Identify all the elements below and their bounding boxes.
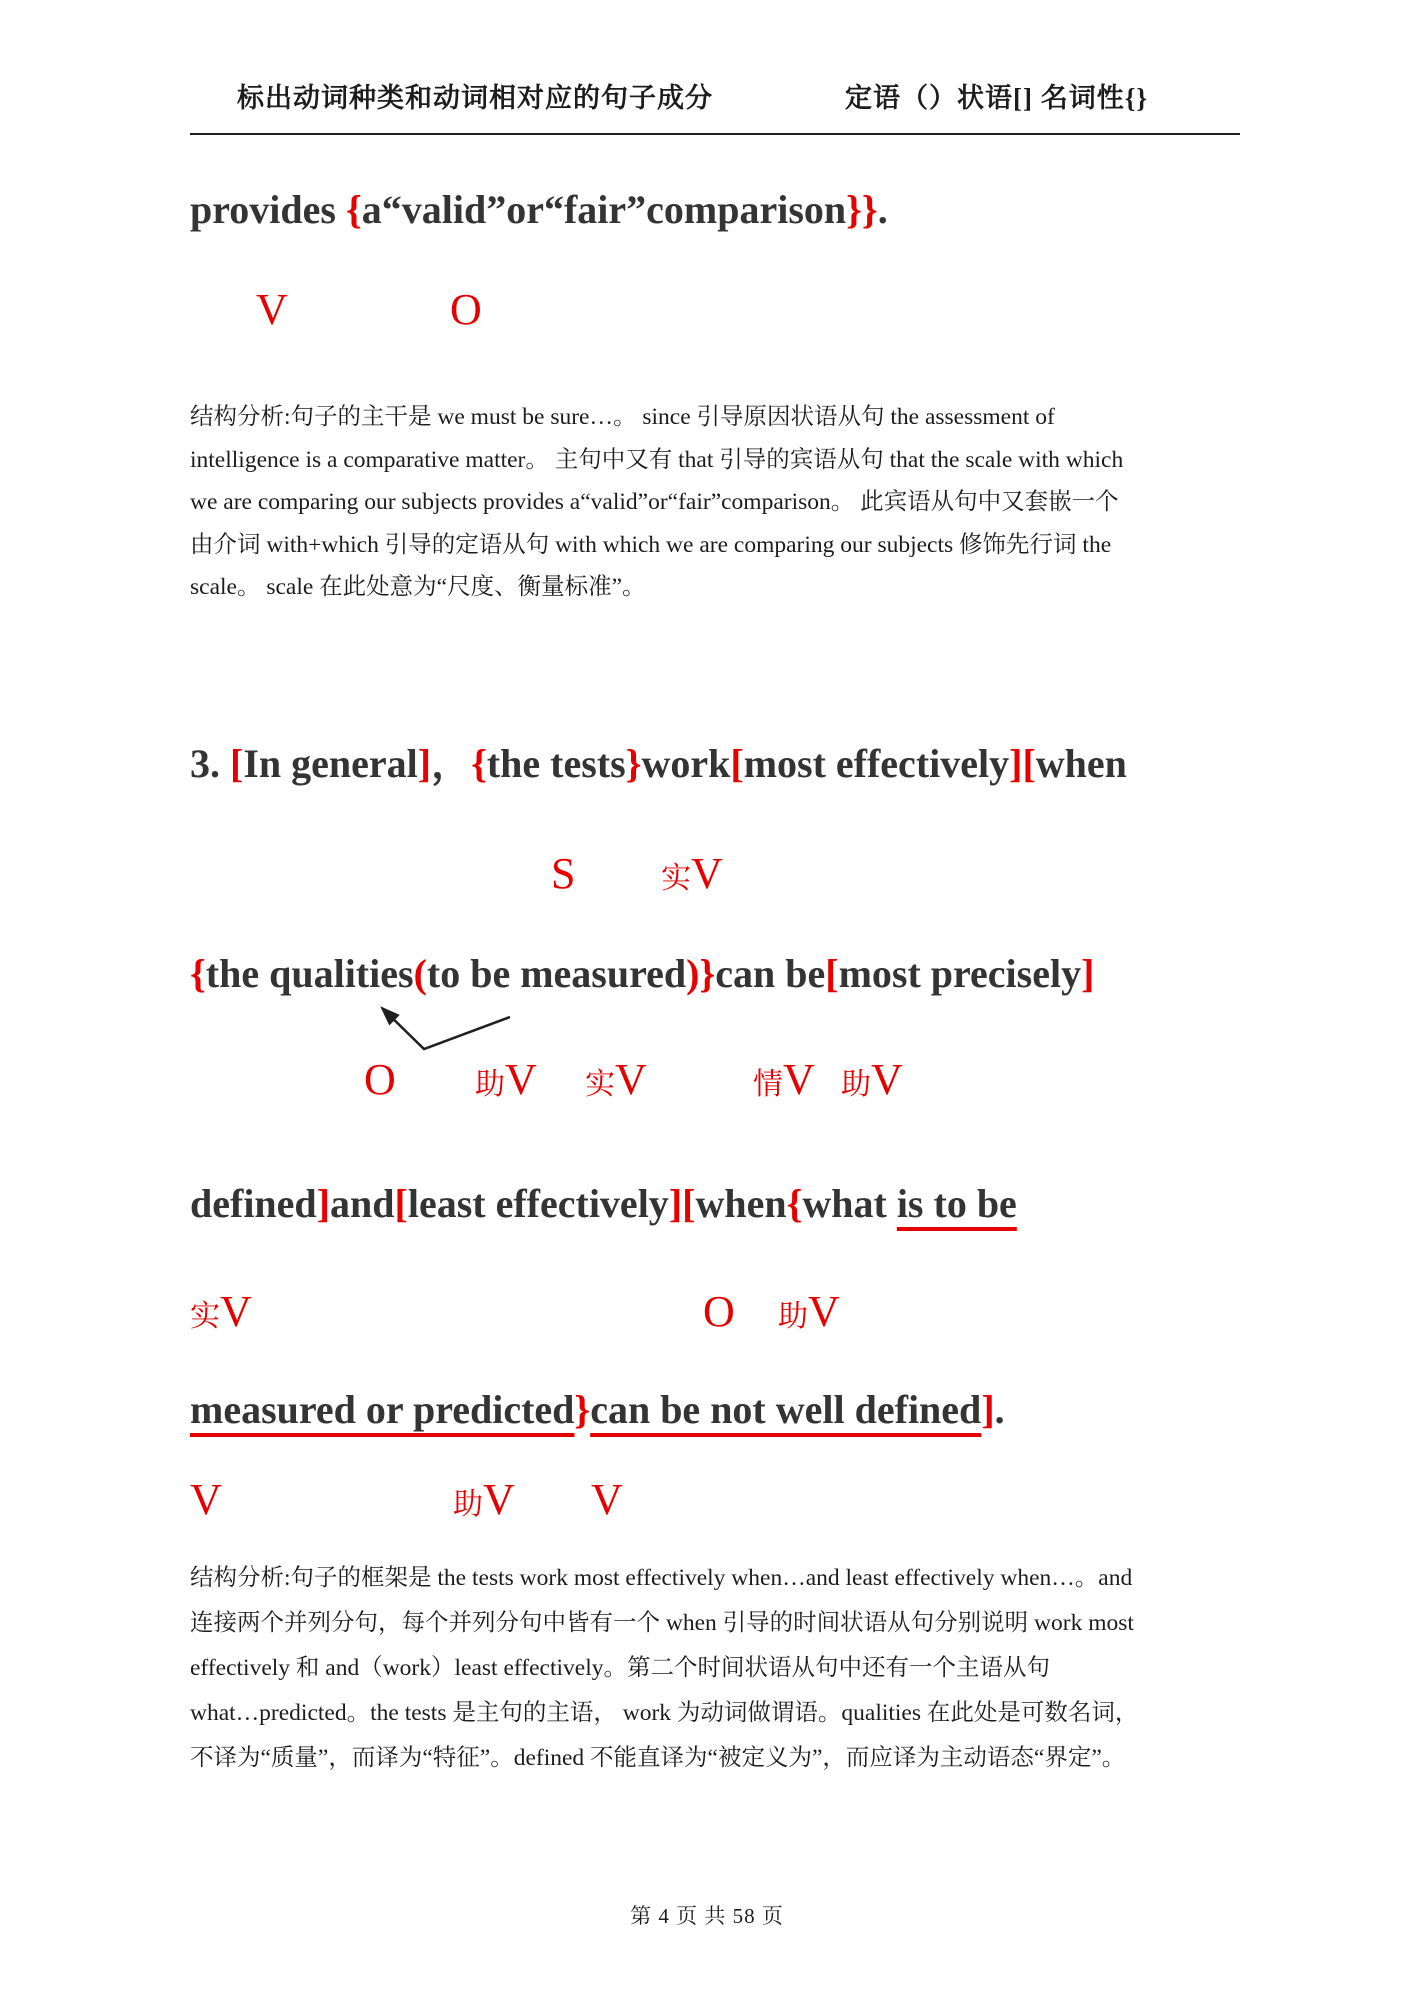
text-segment: 助: [841, 1068, 871, 1101]
text-segment: V: [505, 1055, 537, 1104]
sentence3-line4: [190, 1386, 1005, 1434]
bracket-segment: [: [825, 951, 839, 996]
annotation-main-verb-marker: [661, 850, 723, 898]
text-segment: a“valid”or“fair”comparison: [361, 187, 847, 232]
text-segment: 助: [453, 1488, 483, 1521]
analysis-paragraph-sentence3: [190, 1556, 1250, 1781]
bracket-segment: ][: [668, 1181, 696, 1226]
sentence2-tail-line: [190, 186, 888, 234]
bracket-segment: ]: [417, 741, 432, 786]
text-segment: most effectively: [743, 741, 1010, 786]
annotation-verb-marker: [256, 286, 288, 334]
annotation-aux-verb-marker: [453, 1476, 515, 1524]
annotation-object-marker: [450, 286, 482, 334]
sentence3-line2: [190, 950, 1094, 998]
paragraph-line: 结构分析:句子的主干是 we must be sure…。 since 引导原因状语从句 the assessment of: [190, 404, 1055, 430]
paragraph-line: we are comparing our subjects provides a“valid”or“fair”comparison。 此宾语从句中又套嵌一个: [190, 489, 1119, 515]
bracket-segment: ]: [316, 1181, 331, 1226]
text-segment: V: [615, 1055, 647, 1104]
text-segment: V: [220, 1287, 252, 1336]
text-segment: provides: [190, 187, 346, 232]
annotation-modal-verb-marker: [753, 1056, 815, 1104]
text-segment: most precisely: [838, 951, 1082, 996]
paragraph-line: 不译为“质量”，而译为“特征”。defined 不能直译为“被定义为”，而应译为主动语态“界定”。: [190, 1745, 1126, 1771]
text-segment: 实: [661, 862, 691, 895]
bracket-segment: (: [413, 951, 427, 996]
paragraph-line: effectively 和 and（work）least effectively。第二个时间状语从句中还有一个主语从句: [190, 1655, 1050, 1681]
annotation-main-verb-marker: [190, 1288, 252, 1336]
text-segment: V: [783, 1055, 815, 1104]
paragraph-line: 由介词 with+which 引导的定语从句 with which we are comparing our subjects 修饰先行词 the: [190, 531, 1112, 558]
bracket-segment: {: [345, 187, 362, 232]
header-right-legend: 定语（）状语[] 名词性{}: [845, 83, 1149, 113]
annotation-aux-verb-marker: [841, 1056, 903, 1104]
text-segment: can be not well defined: [590, 1387, 982, 1432]
bracket-segment: }: [625, 741, 642, 786]
text-segment: .: [994, 1387, 1005, 1432]
text-segment: and: [330, 1181, 395, 1226]
bracket-segment: ]: [1081, 951, 1095, 996]
bracket-segment: [: [730, 741, 744, 786]
text-segment: V: [591, 1475, 623, 1524]
annotation-verb-marker: [190, 1476, 222, 1524]
text-segment: what: [802, 1181, 897, 1226]
text-segment: O: [703, 1287, 735, 1336]
bracket-segment: {: [471, 741, 487, 786]
text-segment: 实: [190, 1300, 220, 1333]
annotation-subject-marker: [551, 850, 575, 898]
text-segment: V: [871, 1055, 903, 1104]
text-segment: 助: [778, 1300, 808, 1333]
header-divider: [190, 133, 1240, 135]
bracket-segment: }}: [846, 187, 878, 232]
text-segment: 助: [475, 1068, 505, 1101]
annotation-arrow-icon: [356, 992, 526, 1058]
header-left-title: 标出动词种类和动词相对应的句子成分: [237, 83, 713, 113]
page-number: 第 4 页 共 58 页: [630, 1904, 784, 1928]
text-segment: measured or predicted: [190, 1387, 575, 1432]
bracket-segment: {: [190, 951, 206, 996]
text-segment: is to be: [896, 1181, 1017, 1226]
annotation-verb-marker: [591, 1476, 623, 1524]
text-segment: to be measured: [426, 951, 687, 996]
bracket-segment: ]: [981, 1387, 995, 1432]
text-segment: V: [808, 1287, 840, 1336]
bracket-segment: [: [230, 741, 244, 786]
annotation-object-marker: [703, 1288, 735, 1336]
text-segment: when: [695, 1181, 787, 1226]
text-segment: 3.: [190, 741, 230, 786]
paragraph-line: 结构分析:句子的框架是 the tests work most effectively when…and least effectively when…。and: [190, 1565, 1133, 1591]
text-segment: V: [190, 1475, 222, 1524]
bracket-segment: {: [786, 1181, 803, 1226]
text-segment: the qualities: [205, 951, 414, 996]
bracket-segment: ][: [1009, 741, 1036, 786]
text-segment: V: [256, 285, 288, 334]
annotation-main-verb-marker: [585, 1056, 647, 1104]
paragraph-line: 连接两个并列分句，每个并列分句中皆有一个 when 引导的时间状语从句分别说明 work most: [190, 1610, 1134, 1636]
bracket-segment: }: [574, 1387, 591, 1432]
sentence3-line1: [190, 740, 1127, 788]
text-segment: V: [483, 1475, 515, 1524]
text-segment: 情: [753, 1068, 783, 1101]
text-segment: .: [877, 187, 888, 232]
sentence3-line3: [190, 1180, 1017, 1228]
text-segment: the tests: [486, 741, 626, 786]
text-segment: ，: [431, 741, 472, 786]
paragraph-line: scale。 scale 在此处意为“尺度、衡量标准”。: [190, 574, 646, 600]
text-segment: O: [450, 285, 482, 334]
annotation-aux-verb-marker: [778, 1288, 840, 1336]
text-segment: O: [364, 1055, 396, 1104]
text-segment: In general: [243, 741, 418, 786]
text-segment: defined: [190, 1181, 317, 1226]
analysis-paragraph-sentence2: [190, 396, 1250, 609]
annotation-object-marker: [364, 1056, 396, 1104]
text-segment: 实: [585, 1068, 615, 1101]
text-segment: V: [691, 849, 723, 898]
paragraph-line: what…predicted。the tests 是主句的主语， work 为动词做谓语。qualities 在此处是可数名词，: [190, 1700, 1139, 1726]
bracket-segment: )}: [686, 951, 716, 996]
text-segment: work: [641, 741, 731, 786]
paragraph-line: intelligence is a comparative matter。 主句中又有 that 引导的宾语从句 that the scale with which: [190, 446, 1124, 473]
bracket-segment: [: [394, 1181, 408, 1226]
text-segment: S: [551, 849, 576, 898]
text-segment: can be: [715, 951, 826, 996]
text-segment: when: [1035, 741, 1127, 786]
text-segment: least effectively: [407, 1181, 669, 1226]
annotation-aux-verb-marker: [475, 1056, 537, 1104]
